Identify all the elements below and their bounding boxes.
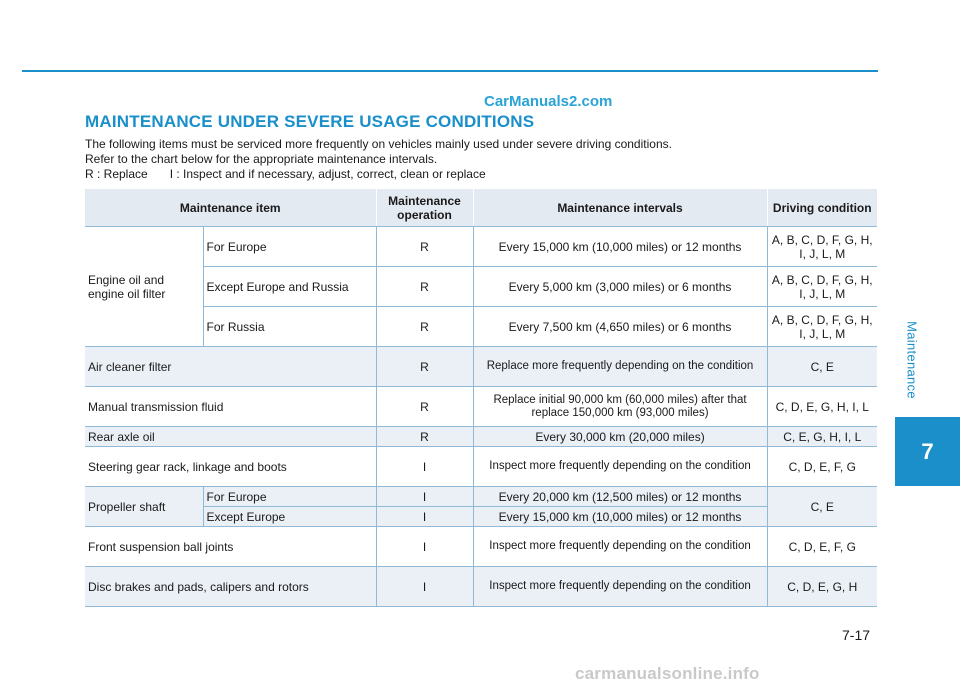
engine-oil-interval: Every 5,000 km (3,000 miles) or 6 months — [473, 267, 767, 307]
header-maintenance-item: Maintenance item — [85, 189, 376, 227]
table-row — [85, 447, 877, 487]
item-front-suspension: Front suspension ball joints — [85, 527, 376, 567]
table-row — [85, 567, 877, 607]
manual-transmission-interval: Replace initial 90,000 km (60,000 miles) after that replace 150,000 km (93,000 miles) — [473, 387, 767, 427]
engine-oil-condition: A, B, C, D, F, G, H, I, J, L, M — [767, 227, 877, 267]
propeller-region: Except Europe — [203, 507, 376, 527]
engine-oil-operation: R — [376, 227, 473, 267]
suspension-condition: C, D, E, F, G — [767, 527, 877, 567]
table-row — [85, 307, 877, 347]
header-driving-condition: Driving condition — [767, 189, 877, 227]
brakes-operation: I — [376, 567, 473, 607]
steering-condition: C, D, E, F, G — [767, 447, 877, 487]
engine-oil-operation: R — [376, 267, 473, 307]
brakes-interval: Inspect more frequently depending on the condition — [473, 567, 767, 607]
chapter-tab: 7 — [895, 417, 960, 486]
engine-oil-condition: A, B, C, D, F, G, H, I, J, L, M — [767, 267, 877, 307]
item-engine-oil: Engine oil and engine oil filter — [85, 227, 203, 347]
watermark-top[interactable]: CarManuals2.com — [484, 93, 613, 110]
rear-axle-operation: R — [376, 427, 473, 447]
air-cleaner-interval: Replace more frequently depending on the condition — [473, 347, 767, 387]
rear-axle-condition: C, E, G, H, I, L — [767, 427, 877, 447]
steering-interval: Inspect more frequently depending on the condition — [473, 447, 767, 487]
engine-oil-interval: Every 7,500 km (4,650 miles) or 6 months — [473, 307, 767, 347]
rear-axle-interval: Every 30,000 km (20,000 miles) — [473, 427, 767, 447]
engine-oil-condition: A, B, C, D, F, G, H, I, J, L, M — [767, 307, 877, 347]
propeller-region: For Europe — [203, 487, 376, 507]
intro-text — [85, 137, 672, 182]
engine-oil-region: Except Europe and Russia — [203, 267, 376, 307]
table-row — [85, 487, 877, 507]
table-row — [85, 267, 877, 307]
header-maintenance-operation: Maintenance operation — [376, 189, 473, 227]
table-row — [85, 347, 877, 387]
manual-transmission-condition: C, D, E, G, H, I, L — [767, 387, 877, 427]
steering-operation: I — [376, 447, 473, 487]
table-row — [85, 427, 877, 447]
propeller-operation: I — [376, 507, 473, 527]
item-air-cleaner: Air cleaner filter — [85, 347, 376, 387]
page-heading: MAINTENANCE UNDER SEVERE USAGE CONDITIONS — [85, 112, 535, 131]
engine-oil-region: For Russia — [203, 307, 376, 347]
legend-replace: R : Replace — [85, 167, 148, 181]
legend-inspect: I : Inspect and if necessary, adjust, correct, clean or replace — [169, 167, 486, 181]
suspension-interval: Inspect more frequently depending on the condition — [473, 527, 767, 567]
manual-transmission-operation: R — [376, 387, 473, 427]
propeller-interval: Every 20,000 km (12,500 miles) or 12 months — [473, 487, 767, 507]
table-row — [85, 527, 877, 567]
maintenance-table — [85, 189, 877, 607]
top-rule — [22, 70, 878, 72]
item-manual-transmission: Manual transmission fluid — [85, 387, 376, 427]
intro-line-1: The following items must be serviced more frequently on vehicles mainly used under severe driving conditions. — [85, 137, 672, 151]
page-number: 7-17 — [842, 627, 871, 643]
air-cleaner-condition: C, E — [767, 347, 877, 387]
table-row — [85, 507, 877, 527]
table-header-row — [85, 189, 877, 227]
watermark-bottom[interactable]: carmanualsonline.info — [575, 664, 760, 683]
suspension-operation: I — [376, 527, 473, 567]
engine-oil-interval: Every 15,000 km (10,000 miles) or 12 months — [473, 227, 767, 267]
chapter-side-label-text: Maintenance — [904, 321, 920, 399]
table-row — [85, 227, 877, 267]
header-maintenance-intervals: Maintenance intervals — [473, 189, 767, 227]
item-rear-axle: Rear axle oil — [85, 427, 376, 447]
intro-line-2: Refer to the chart below for the appropriate maintenance intervals. — [85, 152, 438, 166]
propeller-operation: I — [376, 487, 473, 507]
item-disc-brakes: Disc brakes and pads, calipers and rotors — [85, 567, 376, 607]
table-row — [85, 387, 877, 427]
air-cleaner-operation: R — [376, 347, 473, 387]
item-propeller-shaft: Propeller shaft — [85, 487, 203, 527]
chapter-side-label — [897, 300, 927, 420]
operation-legend — [85, 167, 672, 182]
propeller-condition: C, E — [767, 487, 877, 527]
propeller-interval: Every 15,000 km (10,000 miles) or 12 months — [473, 507, 767, 527]
item-steering: Steering gear rack, linkage and boots — [85, 447, 376, 487]
brakes-condition: C, D, E, G, H — [767, 567, 877, 607]
engine-oil-operation: R — [376, 307, 473, 347]
engine-oil-region: For Europe — [203, 227, 376, 267]
